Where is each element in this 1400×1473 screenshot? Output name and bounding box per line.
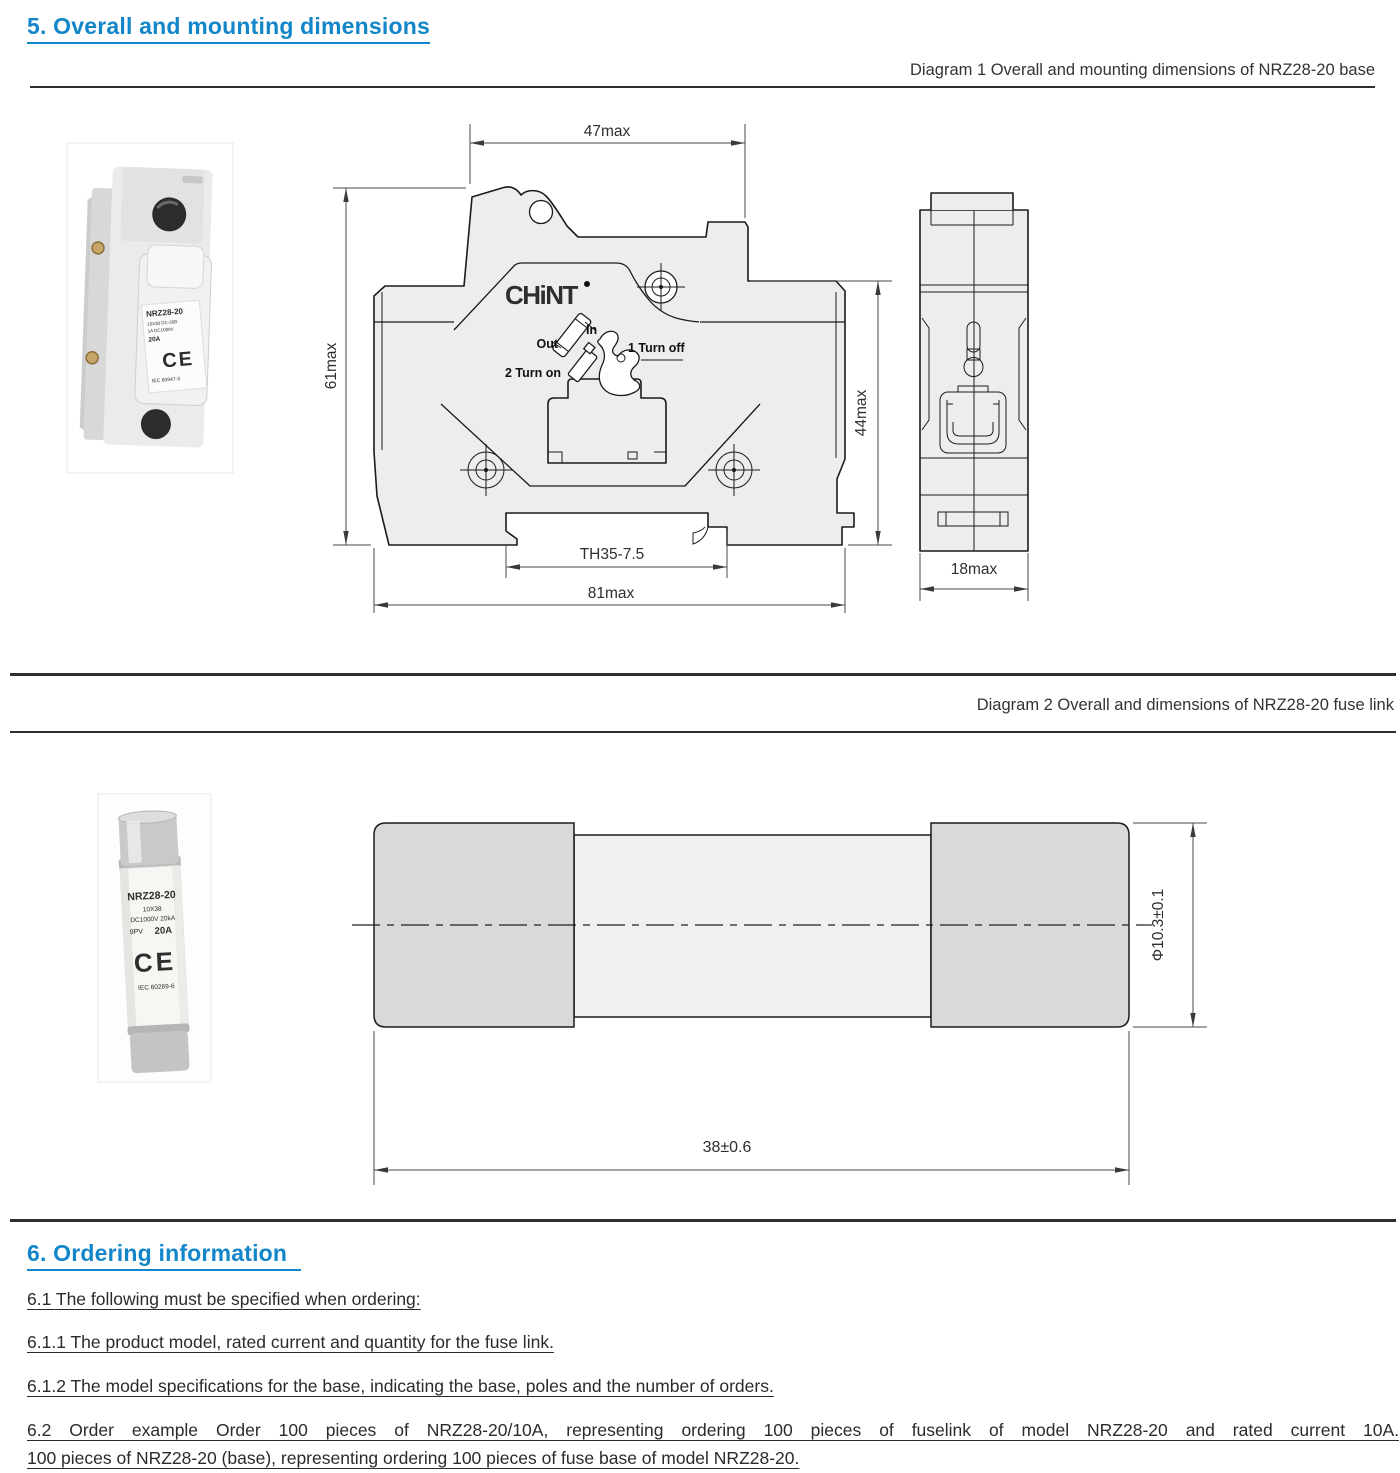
ordering-line-6-2a: 6.2 Order example Order 100 pieces of NRZ28-20/10A, representing ordering 100 pieces of fuselink of model NRZ28-20 and rated current 10A. xyxy=(27,1420,1399,1440)
section5-title: 5. Overall and mounting dimensions xyxy=(27,13,430,44)
din-hook xyxy=(693,527,708,544)
diagram2-caption: Diagram 2 Overall and dimensions of NRZ28-20 fuse link xyxy=(976,696,1394,714)
dim-18max xyxy=(920,553,1028,601)
turn-on-label: 2 Turn on xyxy=(505,366,562,380)
fuse-bottom-cap xyxy=(130,1030,190,1073)
turn-off-label: 1 Turn off xyxy=(628,341,685,355)
diagram1-drawing xyxy=(300,95,1100,630)
terminal-screw xyxy=(86,352,98,364)
ce-mark: CE xyxy=(133,945,177,979)
svg-text:DC1000V 20kA: DC1000V 20kA xyxy=(130,914,176,925)
side-view xyxy=(920,193,1028,551)
divider-bottom xyxy=(10,1219,1396,1222)
ordering-line-6-1-2: 6.1.2 The model specifications for the base, indicating the base, poles and the number of orders. xyxy=(27,1376,774,1396)
ordering-line-6-1: 6.1 The following must be specified when ordering: xyxy=(27,1289,421,1309)
base-label xyxy=(141,300,206,393)
svg-text:10X38 DC-20B: 10X38 DC-20B xyxy=(146,319,178,327)
ordering-line-6-2b: 100 pieces of NRZ28-20 (base), representing ordering 100 pieces of fuse base of model NRZ28-20. xyxy=(27,1448,800,1468)
svg-text:1A DC1000V: 1A DC1000V xyxy=(147,326,174,334)
svg-text:IEC 60269-6: IEC 60269-6 xyxy=(137,982,175,992)
svg-text:TH35-7.5: TH35-7.5 xyxy=(579,546,645,563)
chint-logo: CHiNT xyxy=(505,280,577,310)
svg-text:44max: 44max xyxy=(853,389,870,437)
section6-title: 6. Ordering information xyxy=(27,1240,301,1271)
base-product-photo xyxy=(66,142,234,474)
svg-text:81max: 81max xyxy=(587,585,635,602)
out-label: Out xyxy=(536,337,558,351)
divider-mid-2 xyxy=(10,731,1396,733)
dim-rail xyxy=(506,529,727,578)
fuse-holder-base-illustration xyxy=(79,166,215,448)
divider-mid-1 xyxy=(10,673,1396,676)
svg-text:NRZ28-20: NRZ28-20 xyxy=(127,888,177,904)
svg-text:18max: 18max xyxy=(950,561,998,578)
svg-text:20A: 20A xyxy=(148,335,161,344)
chint-logo-dot xyxy=(584,281,590,287)
svg-text:47max: 47max xyxy=(583,123,631,140)
svg-text:38±0.6: 38±0.6 xyxy=(702,1139,752,1156)
diagram2-drawing xyxy=(340,780,1220,1200)
diagram1-caption: Diagram 1 Overall and mounting dimensions of NRZ28-20 base xyxy=(910,61,1375,79)
fuse-ceramic-body xyxy=(574,835,931,1017)
svg-text:61max: 61max xyxy=(323,342,340,390)
svg-text:20A: 20A xyxy=(154,925,173,937)
terminal-screw xyxy=(92,242,104,254)
ce-mark: CE xyxy=(161,347,196,373)
ordering-line-6-1-1: 6.1.1 The product model, rated current and quantity for the fuse link. xyxy=(27,1332,554,1352)
svg-text:IEC 60947-3: IEC 60947-3 xyxy=(151,376,181,385)
dim-length xyxy=(374,1031,1129,1185)
svg-text:10X38: 10X38 xyxy=(142,905,162,914)
svg-text:9PV: 9PV xyxy=(129,928,144,937)
svg-text:NRZ28-20: NRZ28-20 xyxy=(145,306,184,319)
mounting-ear-hole xyxy=(530,201,553,224)
in-label: In xyxy=(586,323,598,337)
svg-text:Φ10.3±0.1: Φ10.3±0.1 xyxy=(1150,888,1167,962)
fuse-product-photo xyxy=(97,793,212,1083)
divider-top xyxy=(30,86,1375,88)
